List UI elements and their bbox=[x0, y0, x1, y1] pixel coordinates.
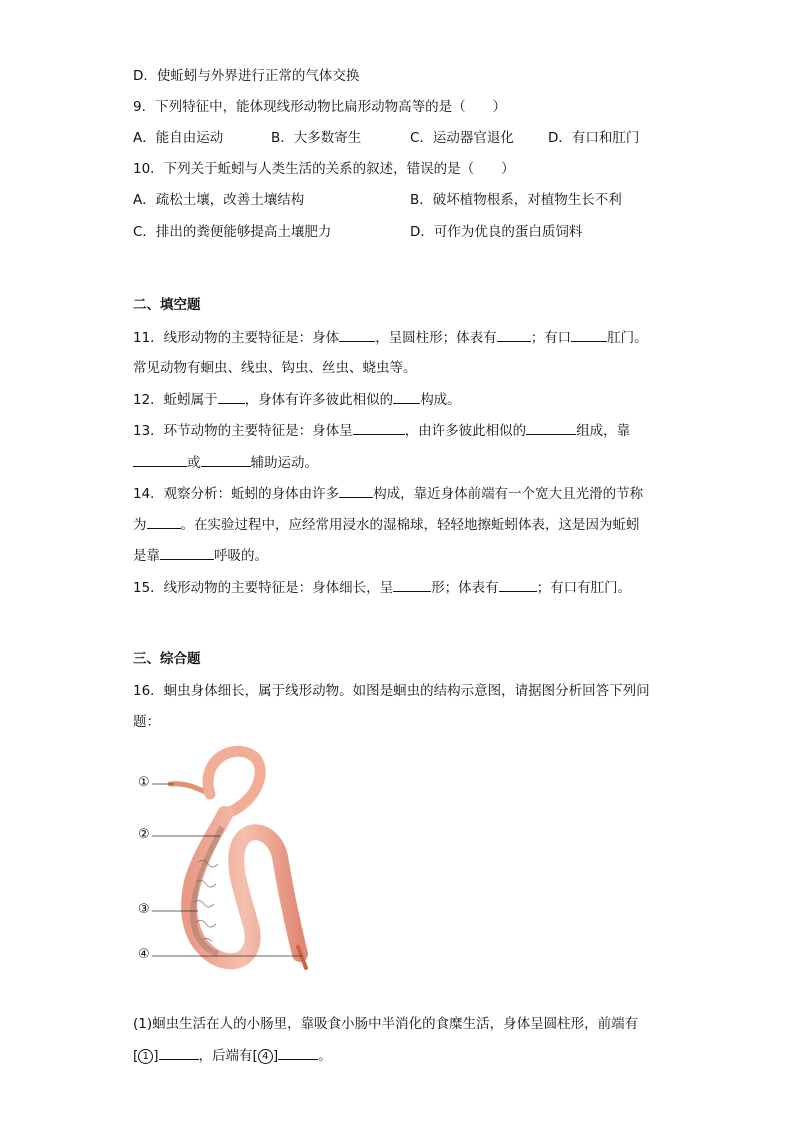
section-fill-in-title: 二、填空题 bbox=[133, 297, 201, 313]
q15-blank-1[interactable] bbox=[393, 577, 431, 592]
q9-option-c: C．运动器官退化 bbox=[410, 130, 514, 146]
roundworm-diagram bbox=[130, 742, 330, 974]
q11-blank-2[interactable] bbox=[497, 327, 531, 342]
q16-sub1-line2 bbox=[133, 1045, 332, 1066]
q13-text-4: 或 bbox=[187, 455, 201, 471]
q9-option-a: A．能自由运动 bbox=[133, 130, 224, 146]
q13-text-3: 组成，靠 bbox=[576, 423, 631, 439]
q9-option-d: D．有口和肛门 bbox=[548, 130, 640, 146]
q11-line1 bbox=[133, 327, 648, 348]
q9-option-b: B．大多数寄生 bbox=[271, 130, 362, 146]
q13-line1 bbox=[133, 420, 630, 441]
q16-sub1-blank-1[interactable] bbox=[159, 1045, 199, 1060]
figure-label-3: ③ bbox=[138, 902, 150, 917]
q16-sub1-text-2: ] bbox=[153, 1048, 159, 1064]
q15-blank-2[interactable] bbox=[499, 577, 537, 592]
q14-text-3: 为 bbox=[133, 517, 147, 533]
q12-text-3: 构成。 bbox=[420, 392, 461, 408]
q12-line bbox=[133, 389, 461, 410]
q12-text-1: 12．蚯蚓属于 bbox=[133, 392, 218, 408]
q15-text-1: 15．线形动物的主要特征是：身体细长，呈 bbox=[133, 580, 394, 596]
q10-option-a: A．疏松土壤，改善土壤结构 bbox=[133, 192, 305, 208]
circled-number-1: 1 bbox=[138, 1049, 153, 1064]
q14-text-1: 14．观察分析：蚯蚓的身体由许多 bbox=[133, 486, 340, 502]
roundworm-illustration bbox=[130, 742, 330, 974]
q13-blank-2[interactable] bbox=[526, 420, 576, 435]
q16-stem-line2: 题： bbox=[133, 714, 160, 730]
figure-label-2: ② bbox=[138, 827, 150, 842]
q9-stem: 9．下列特征中，能体现线形动物比扁形动物高等的是（ ） bbox=[133, 99, 507, 115]
q14-line3 bbox=[133, 545, 268, 566]
q16-sub1-text-5: 。 bbox=[318, 1048, 332, 1064]
q11-text-2: ，呈圆柱形；体表有 bbox=[375, 330, 497, 346]
q14-text-4: 。在实验过程中，应经常用浸水的湿棉球，轻轻地擦蚯蚓体表，这是因为蚯蚓 bbox=[180, 517, 640, 533]
q13-text-2: ，由许多彼此相似的 bbox=[404, 423, 527, 439]
figure-label-4: ④ bbox=[138, 947, 150, 962]
q14-blank-1[interactable] bbox=[339, 483, 373, 498]
q11-text-4: 肛门。 bbox=[607, 330, 648, 346]
q10-option-c: C．排出的粪便能够提高土壤肥力 bbox=[133, 224, 332, 240]
q13-line2 bbox=[133, 452, 318, 473]
q11-blank-3[interactable] bbox=[571, 327, 607, 342]
q14-blank-2[interactable] bbox=[147, 514, 181, 529]
q13-blank-1[interactable] bbox=[353, 420, 405, 435]
q13-blank-3[interactable] bbox=[133, 452, 187, 467]
q16-stem-line1: 16．蛔虫身体细长，属于线形动物。如图是蛔虫的结构示意图，请据图分析回答下列问 bbox=[133, 683, 650, 699]
section-comprehensive-title: 三、综合题 bbox=[133, 651, 201, 667]
q13-text-5: 辅助运动。 bbox=[250, 455, 318, 471]
q10-option-d: D．可作为优良的蛋白质饲料 bbox=[410, 224, 583, 240]
figure-label-1: ① bbox=[138, 775, 150, 790]
circled-number-4: 4 bbox=[258, 1049, 273, 1064]
q11-line2: 常见动物有蛔虫、线虫、钩虫、丝虫、蛲虫等。 bbox=[133, 360, 417, 376]
q11-text-1: 11．线形动物的主要特征是：身体 bbox=[133, 330, 340, 346]
q12-text-2: ，身体有许多彼此相似的 bbox=[244, 392, 394, 408]
q10-option-b: B．破坏植物根系，对植物生长不利 bbox=[410, 192, 622, 208]
q15-line bbox=[133, 577, 631, 598]
q14-line2 bbox=[133, 514, 640, 535]
q8-option-d: D．使蚯蚓与外界进行正常的气体交换 bbox=[133, 68, 360, 84]
q16-sub1-text-4: ] bbox=[272, 1048, 279, 1064]
q16-sub1-text-3: ，后端有[ bbox=[198, 1048, 258, 1064]
q15-text-2: 形；体表有 bbox=[431, 580, 499, 596]
q13-blank-4[interactable] bbox=[201, 452, 251, 467]
q14-text-2: 构成，靠近身体前端有一个宽大且光滑的节称 bbox=[373, 486, 644, 502]
q15-text-3: ；有口有肛门。 bbox=[536, 580, 632, 596]
q13-text-1: 13．环节动物的主要特征是：身体呈 bbox=[133, 423, 353, 439]
q10-stem: 10．下列关于蚯蚓与人类生活的关系的叙述，错误的是（ ） bbox=[133, 161, 515, 177]
q16-sub1-line1: (1)蛔虫生活在人的小肠里，靠吸食小肠中半消化的食糜生活，身体呈圆柱形，前端有 bbox=[133, 1016, 639, 1032]
q11-blank-1[interactable] bbox=[339, 327, 375, 342]
q11-text-3: ；有口 bbox=[530, 330, 572, 346]
q14-line1 bbox=[133, 483, 643, 504]
q14-blank-3[interactable] bbox=[160, 545, 214, 560]
q16-sub1-blank-2[interactable] bbox=[278, 1045, 318, 1060]
q14-text-6: 呼吸的。 bbox=[214, 548, 268, 564]
q14-text-5: 是靠 bbox=[133, 548, 160, 564]
q12-blank-2[interactable] bbox=[393, 389, 420, 404]
q12-blank-1[interactable] bbox=[218, 389, 245, 404]
q16-sub1-text-1: [ bbox=[133, 1048, 139, 1064]
